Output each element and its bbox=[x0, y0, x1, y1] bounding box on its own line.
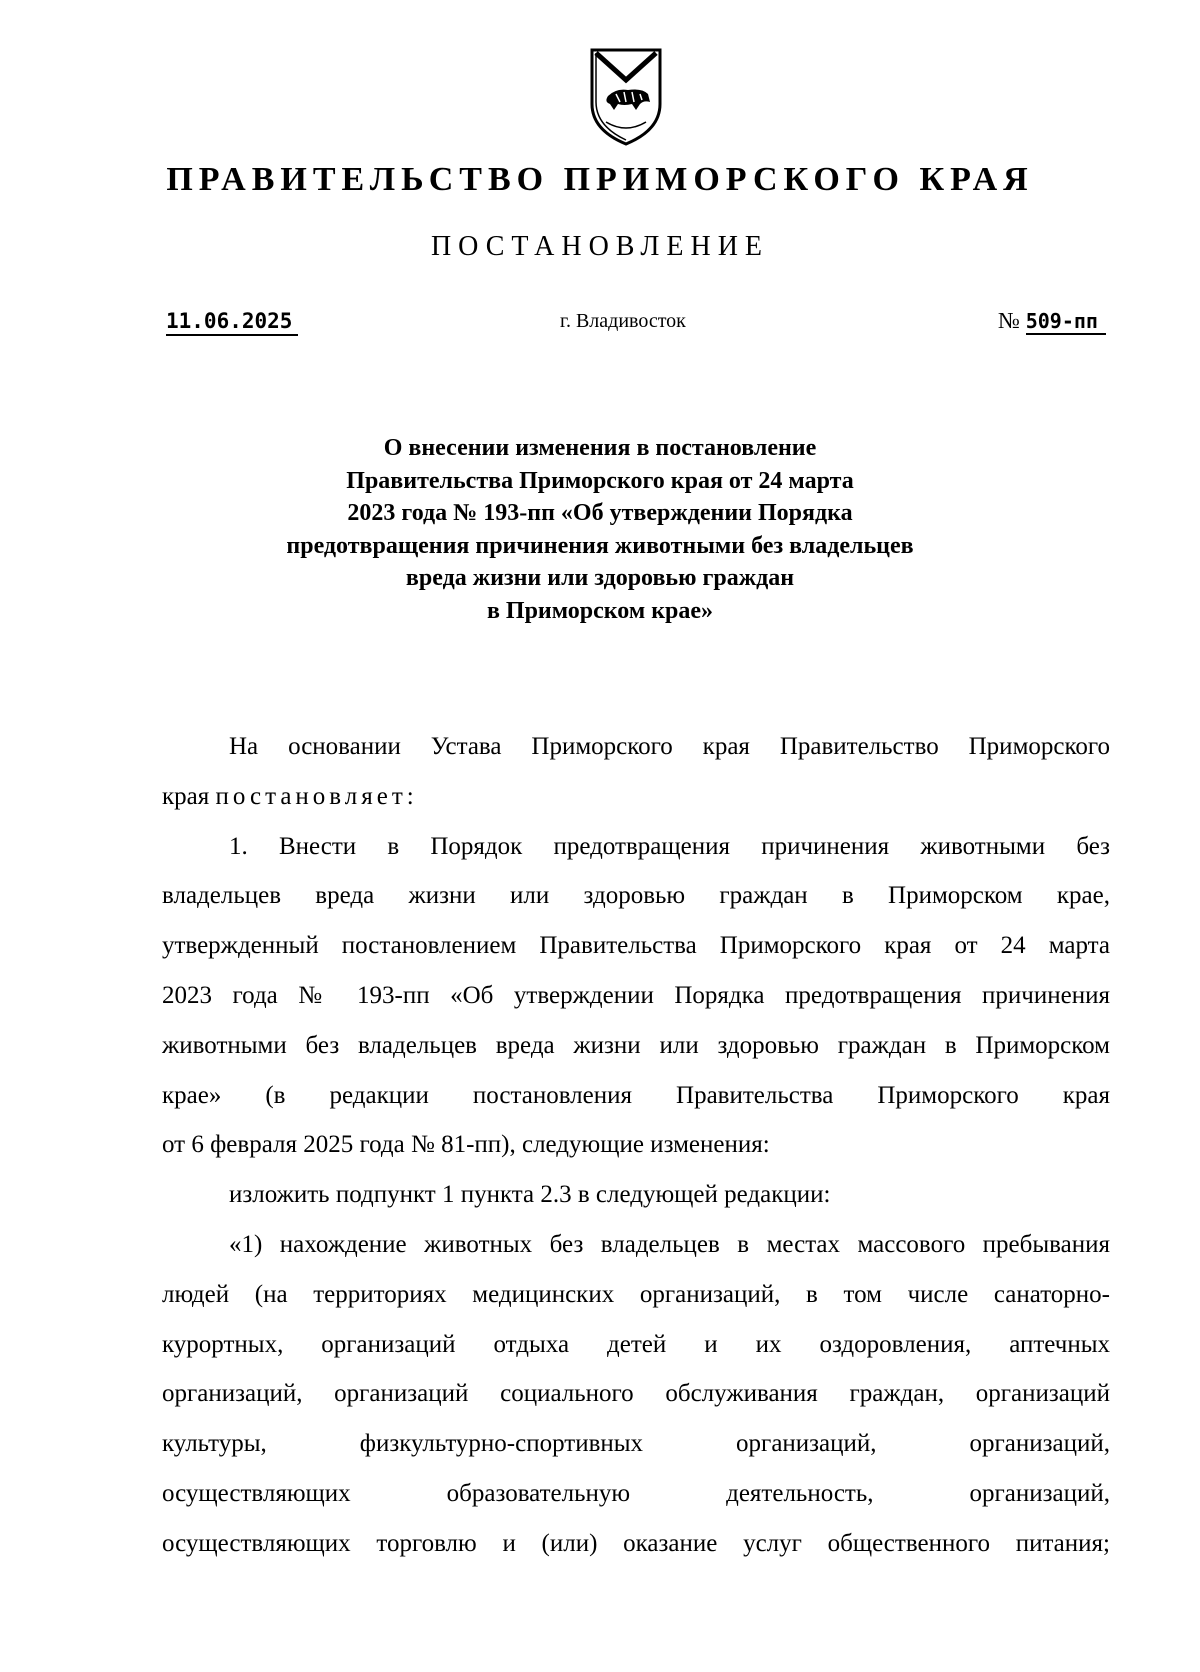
document-body bbox=[162, 722, 1110, 1569]
body-line: от 6 февраля 2025 года № 81-пп), следующие изменения: bbox=[162, 1131, 770, 1159]
body-line: культуры, физкультурно-спортивных организаций, организаций, bbox=[162, 1430, 1110, 1458]
paragraph-item-1 bbox=[162, 822, 1110, 1171]
paragraph-instruction bbox=[162, 1170, 1110, 1220]
document-number bbox=[998, 308, 1106, 334]
body-line: 2023 года № 193-пп «Об утверждении Порядка предотвращения причинения bbox=[162, 981, 1110, 1009]
number-value: 509-пп bbox=[1026, 309, 1106, 335]
body-line: крае» (в редакции постановления Правительства Приморского края bbox=[162, 1081, 1110, 1109]
document-city: г. Владивосток bbox=[560, 310, 686, 332]
body-line: На основании Устава Приморского края Правительство Приморского bbox=[229, 733, 1110, 760]
body-line: курортных, организаций отдыха детей и их оздоровления, аптечных bbox=[162, 1330, 1110, 1358]
body-line: людей (на территориях медицинских организаций, в том числе санаторно- bbox=[162, 1280, 1110, 1308]
subject-line: вреда жизни или здоровью граждан bbox=[405, 565, 795, 591]
body-line: 1. Внести в Порядок предотвращения причинения животными без bbox=[229, 832, 1110, 860]
body-text: края bbox=[162, 782, 210, 810]
body-line: утвержденный постановлением Правительства Приморского края от 24 марта bbox=[162, 932, 1110, 960]
body-text-spaced: постановляет: bbox=[215, 782, 418, 810]
body-line: изложить подпункт 1 пункта 2.3 в следующей редакции: bbox=[229, 1181, 831, 1209]
body-line: животными без владельцев вреда жизни или здоровью граждан в Приморском bbox=[162, 1031, 1110, 1059]
subject-line: в Приморском крае» bbox=[486, 597, 714, 624]
body-line: «1) нахождение животных без владельцев в местах массового пребывания bbox=[229, 1230, 1110, 1258]
body-line bbox=[162, 772, 1110, 822]
body-line: осуществляющих торговлю и (или) оказание услуг общественного питания; bbox=[162, 1529, 1110, 1557]
subject-line: предотвращения причинения животными без владельцев bbox=[286, 532, 914, 559]
body-line: организаций, организаций социального обслуживания граждан, организаций bbox=[162, 1380, 1110, 1408]
paragraph-new-wording bbox=[162, 1220, 1110, 1569]
body-line: осуществляющих образовательную деятельность, организаций, bbox=[162, 1479, 1110, 1507]
document-date: 11.06.2025 bbox=[166, 308, 298, 336]
document-subject bbox=[0, 432, 1200, 627]
body-line: владельцев вреда жизни или здоровью граждан в Приморском крае, bbox=[162, 882, 1110, 910]
coat-of-arms-emblem bbox=[586, 44, 666, 148]
subject-line: О внесении изменения в постановление bbox=[383, 435, 817, 461]
subject-line: Правительства Приморского края от 24 марта bbox=[346, 467, 854, 494]
document-type-title: ПОСТАНОВЛЕНИЕ bbox=[430, 231, 770, 262]
paragraph-preamble bbox=[162, 722, 1110, 822]
government-title: ПРАВИТЕЛЬСТВО ПРИМОРСКОГО КРАЯ bbox=[166, 161, 1034, 198]
subject-line: 2023 года № 193-пп «Об утверждении Порядка bbox=[347, 500, 853, 526]
number-label: № bbox=[998, 308, 1020, 333]
